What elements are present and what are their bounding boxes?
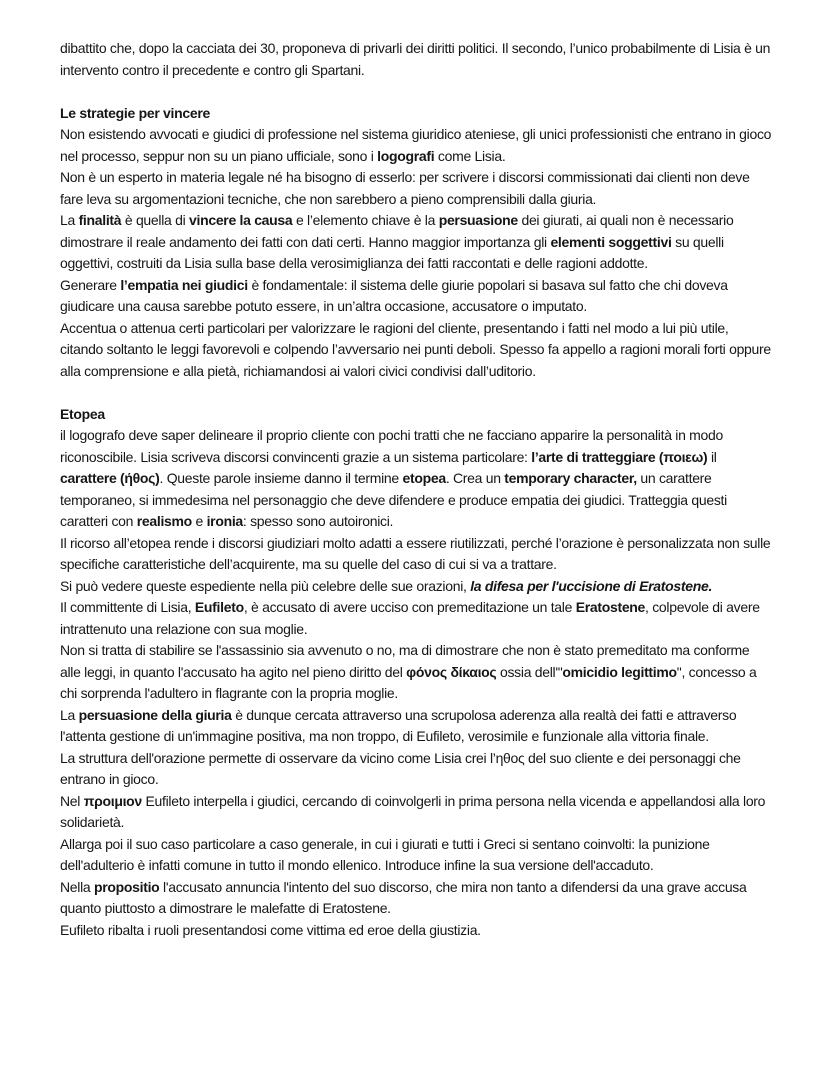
text-run: logografi	[377, 147, 435, 164]
text-run: . Crea un	[445, 470, 505, 486]
paragraph	[60, 167, 773, 210]
text-run: vincere la causa	[189, 212, 293, 228]
text-run: Accentua o attenua certi particolari per valorizzare le ragioni del cliente, presentando i fatti nel modo a lui più utile, citando soltanto le leggi favorevoli e colpendo l’avversario nei punti deboli. Spesso fa appello a ragioni morali forti oppure alla comprensione e alla pietà, richiamandosi ai valori civici condivisi dall’uditorio.	[60, 319, 771, 379]
text-run: : spesso sono autoironici.	[242, 513, 394, 529]
text-run: Generare	[60, 276, 121, 293]
text-run: Etopea	[60, 405, 105, 422]
text-run: persuasione	[438, 212, 518, 228]
paragraph	[60, 318, 773, 383]
text-run: la difesa per l'uccisione di Eratostene.	[470, 577, 713, 594]
paragraph	[60, 425, 773, 533]
text-run: omicidio legittimo	[562, 663, 677, 680]
text-run: un carattere temporaneo, si immedesima nel personaggio che deve difendere e produce empatia dei giudici. Tratteggia questi caratteri con	[60, 470, 727, 529]
text-run: e l’elemento chiave è la	[292, 212, 439, 228]
text-run: Eufileto ribalta i ruoli presentandosi come vittima ed eroe della giustizia.	[60, 921, 481, 938]
text-run: προιμιον	[83, 792, 142, 809]
text-run: Si può vedere queste espediente nella più celebre delle sue orazioni,	[60, 577, 471, 594]
blank-line	[60, 382, 773, 404]
text-run: Nel	[60, 792, 84, 809]
text-run: Non esistendo avvocati e giudici di professione nel sistema giuridico ateniese, gli unici professionisti che entrano in gioco nel processo, seppur non su un piano ufficiale, sono i	[60, 126, 772, 164]
text-run: φόνος δίκαιος	[406, 663, 497, 680]
paragraph	[60, 275, 773, 318]
text-run: l’arte di tratteggiare (ποιεω)	[531, 448, 708, 465]
text-run: La	[60, 212, 79, 228]
paragraph	[60, 920, 773, 942]
text-run: ", concesso a chi sorprenda l'adultero in flagrante con la propria moglie.	[60, 663, 757, 701]
text-run: è fondamentale: il sistema delle giurie popolari si basava sul fatto che chi doveva giudicare una causa sarebbe potuto essere, in un’altra occasione, accusatore o imputato.	[60, 276, 728, 314]
text-run: l’empatia nei giudici	[120, 276, 248, 293]
text-run: Non è un esperto in materia legale né ha bisogno di esserlo: per scrivere i discorsi commissionati dai clienti non deve fare leva su argomentazioni tecniche, che non sarebbero a pieno comprensibili dalla giuria.	[60, 169, 750, 207]
text-run: Eratostene	[575, 599, 646, 615]
paragraph	[60, 210, 773, 275]
text-run: Eufileto interpella i giudici, cercando di coinvolgerli in prima persona nella vicenda e appellandosi alla loro solidarietà.	[60, 792, 766, 830]
paragraph	[60, 597, 773, 640]
text-run: temporary character,	[504, 470, 637, 486]
text-run: Le strategie per vincere	[60, 104, 210, 121]
text-run: il	[707, 448, 717, 465]
text-run: . Queste parole insieme danno il termine	[159, 470, 403, 486]
paragraph	[60, 748, 773, 791]
paragraph	[60, 124, 773, 167]
text-run: finalità	[78, 212, 122, 228]
text-run: , è accusato di avere ucciso con premeditazione un tale	[243, 599, 576, 615]
paragraph	[60, 834, 773, 877]
text-run: elementi soggettivi	[550, 233, 672, 250]
text-run: su quelli oggettivi, costruiti da Lisia sulla base della verosimiglianza dei fatti raccontati e delle ragioni addotte.	[60, 233, 724, 271]
text-run: etopea	[402, 470, 446, 486]
text-run: Il committente di Lisia,	[60, 599, 195, 615]
text-run: Non si tratta di stabilire se l'assassinio sia avvenuto o no, ma di dimostrare che non è stato premeditato ma conforme alle leggi, in quanto l'accusato ha agito nel pieno diritto del	[60, 642, 750, 680]
text-run: realismo	[136, 513, 192, 529]
text-run: La struttura dell'orazione permette di osservare da vicino come Lisia crei l’ηθος del suo cliente e dei personaggi che entrano in gioco.	[60, 749, 741, 787]
text-run: Eufileto	[194, 599, 244, 615]
paragraph	[60, 877, 773, 920]
text-run: il logografo deve saper delineare il proprio cliente con pochi tratti che ne facciano apparire la personalità in modo riconoscibile. Lisia scriveva discorsi convincenti grazie a un sistema particolare:	[60, 427, 723, 465]
text-run: propositio	[94, 878, 160, 895]
section-heading	[60, 404, 773, 426]
text-run: persuasione della giuria	[78, 706, 232, 723]
text-run: è quella di	[121, 212, 189, 228]
text-run: dibattito che, dopo la cacciata dei 30, proponeva di privarli dei diritti politici. Il secondo, l’unico probabilmente di Lisia è un intervento contro il precedente e contro gli Spartani.	[60, 40, 771, 78]
text-run: Allarga poi il suo caso particolare a caso generale, in cui i giurati e tutti i Greci si sentano coinvolti: la punizione dell'adulterio è infatti comune in tutto il mondo ellenico. Introduce infine la sua versione dell'accaduto.	[60, 835, 710, 873]
paragraph	[60, 38, 773, 81]
paragraph	[60, 640, 773, 705]
text-run: l'accusato annuncia l'intento del suo discorso, che mira non tanto a difendersi da una grave accusa quanto piuttosto a dimostrare le malefatte di Eratostene.	[60, 878, 747, 916]
text-run: dei giurati, ai quali non è necessario dimostrare il reale andamento dei fatti con dati certi. Hanno maggior importanza gli	[60, 212, 734, 250]
text-run: e	[191, 513, 207, 529]
text-run: come Lisia.	[434, 147, 506, 164]
paragraph	[60, 533, 773, 576]
text-run: carattere (ήθος)	[60, 470, 160, 486]
document-body	[60, 38, 773, 941]
paragraph	[60, 705, 773, 748]
text-run: Il ricorso all’etopea rende i discorsi giudiziari molto adatti a essere riutilizzati, perché l’orazione è personalizzata non sulle specifiche caratteristiche dell’acquirente, ma su quelle del caso di cui si va a trattare.	[60, 534, 771, 572]
text-run: è dunque cercata attraverso una scrupolosa aderenza alla realtà dei fatti e attraverso l'attenta gestione di un'immagine positiva, ma non troppo, di Eufileto, verosimile e funzionale alla vittoria finale.	[60, 706, 737, 744]
paragraph	[60, 576, 773, 598]
text-run: ironia	[206, 513, 243, 529]
paragraph	[60, 791, 773, 834]
text-run: , colpevole di avere intrattenuto una relazione con sua moglie.	[60, 599, 760, 637]
blank-line	[60, 81, 773, 103]
text-run: Nella	[60, 878, 94, 895]
section-heading	[60, 103, 773, 125]
text-run: La	[60, 706, 79, 723]
text-run: ossia dell'"	[496, 663, 563, 680]
